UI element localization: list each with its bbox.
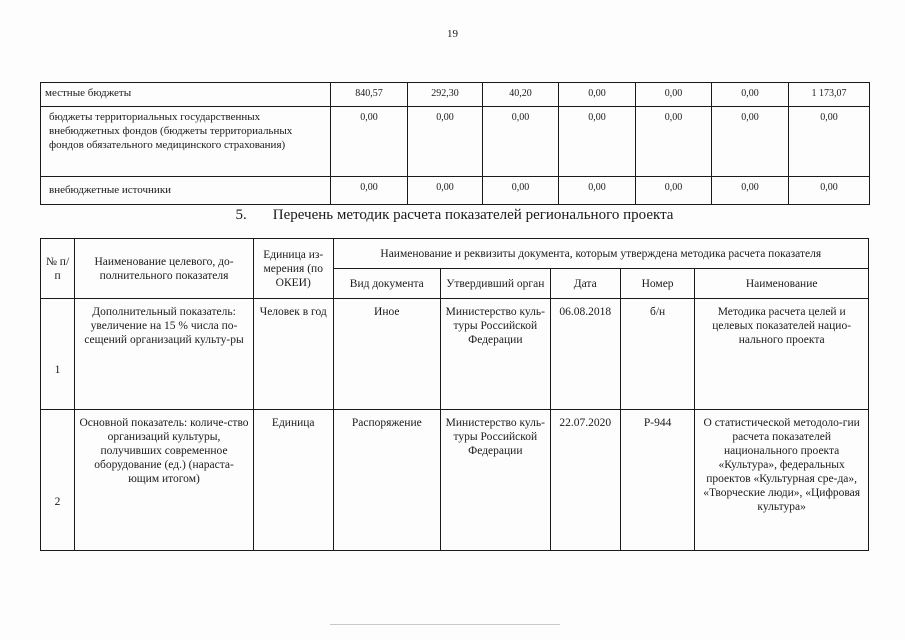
table-row <box>41 410 869 551</box>
section-title: Перечень методик расчета показателей регионального проекта <box>272 207 674 223</box>
header-approver: Утвердивший орган <box>441 269 551 299</box>
budget-row-name: бюджеты территориальных государственных внебюджетных фондов (бюджеты территориальных фондов обязательного медицинского страхования) <box>41 107 331 177</box>
budget-value: 0,00 <box>789 107 870 177</box>
row-num: 2 <box>41 410 75 551</box>
budget-value: 0,00 <box>408 177 483 205</box>
row-doc-name: О статистической методоло-гии расчета показателей национального проекта «Культура», федеральных проектов «Культурная сре-да», «Творческие люди», «Цифровая культура» <box>695 410 869 551</box>
methods-table <box>40 238 869 551</box>
budget-value: 0,00 <box>559 177 636 205</box>
budget-value: 0,00 <box>483 177 559 205</box>
row-doc-name: Методика расчета целей и целевых показателей нацио-нального проекта <box>695 299 869 410</box>
row-indicator: Основной показатель: количе-ство организаций культуры, получивших современное оборудование (ед.) (нараста-ющим итогом) <box>75 410 254 551</box>
row-approver: Министерство куль-туры Российской Федерации <box>441 410 551 551</box>
budget-value: 1 173,07 <box>789 83 870 107</box>
header-indicator: Наименование целевого, до-полнительного показателя <box>75 239 254 299</box>
budget-value: 0,00 <box>712 83 789 107</box>
budget-value: 0,00 <box>408 107 483 177</box>
budget-value: 0,00 <box>636 107 712 177</box>
budget-value: 0,00 <box>483 107 559 177</box>
budget-value: 292,30 <box>408 83 483 107</box>
row-number: Р-944 <box>620 410 694 551</box>
header-unit: Единица из-мерения (по ОКЕИ) <box>253 239 333 299</box>
row-doc-type: Иное <box>333 299 441 410</box>
budget-row <box>41 83 870 107</box>
budget-value: 0,00 <box>712 107 789 177</box>
header-doc-name: Наименование <box>695 269 869 299</box>
row-indicator: Дополнительный показатель: увеличение на 15 % числа по-сещений организаций культу-ры <box>75 299 254 410</box>
budget-value: 0,00 <box>789 177 870 205</box>
budget-row <box>41 107 870 177</box>
budget-row-name: местные бюджеты <box>41 83 331 107</box>
budget-value: 0,00 <box>559 83 636 107</box>
page-number: 19 <box>447 28 458 40</box>
row-num: 1 <box>41 299 75 410</box>
row-date: 22.07.2020 <box>550 410 620 551</box>
budget-value: 0,00 <box>636 83 712 107</box>
header-doc-type: Вид документа <box>333 269 441 299</box>
header-document-group: Наименование и реквизиты документа, которым утверждена методика расчета показателя <box>333 239 868 269</box>
budget-value: 0,00 <box>559 107 636 177</box>
budget-value: 0,00 <box>712 177 789 205</box>
budget-value: 40,20 <box>483 83 559 107</box>
row-unit: Человек в год <box>253 299 333 410</box>
row-number: б/н <box>620 299 694 410</box>
budget-row-name: внебюджетные источники <box>41 177 331 205</box>
budget-value: 0,00 <box>636 177 712 205</box>
scan-artifact <box>330 624 560 625</box>
row-approver: Министерство куль-туры Российской Федерации <box>441 299 551 410</box>
budget-value: 840,57 <box>331 83 408 107</box>
budget-row <box>41 177 870 205</box>
row-doc-type: Распоряжение <box>333 410 441 551</box>
header-number: Номер <box>620 269 694 299</box>
header-row <box>41 239 869 269</box>
section-number: 5. <box>235 207 247 223</box>
table-row <box>41 299 869 410</box>
row-unit: Единица <box>253 410 333 551</box>
budget-table <box>40 82 870 205</box>
row-date: 06.08.2018 <box>550 299 620 410</box>
budget-value: 0,00 <box>331 177 408 205</box>
header-date: Дата <box>550 269 620 299</box>
budget-value: 0,00 <box>331 107 408 177</box>
section-heading <box>40 207 869 224</box>
header-num: № п/п <box>41 239 75 299</box>
